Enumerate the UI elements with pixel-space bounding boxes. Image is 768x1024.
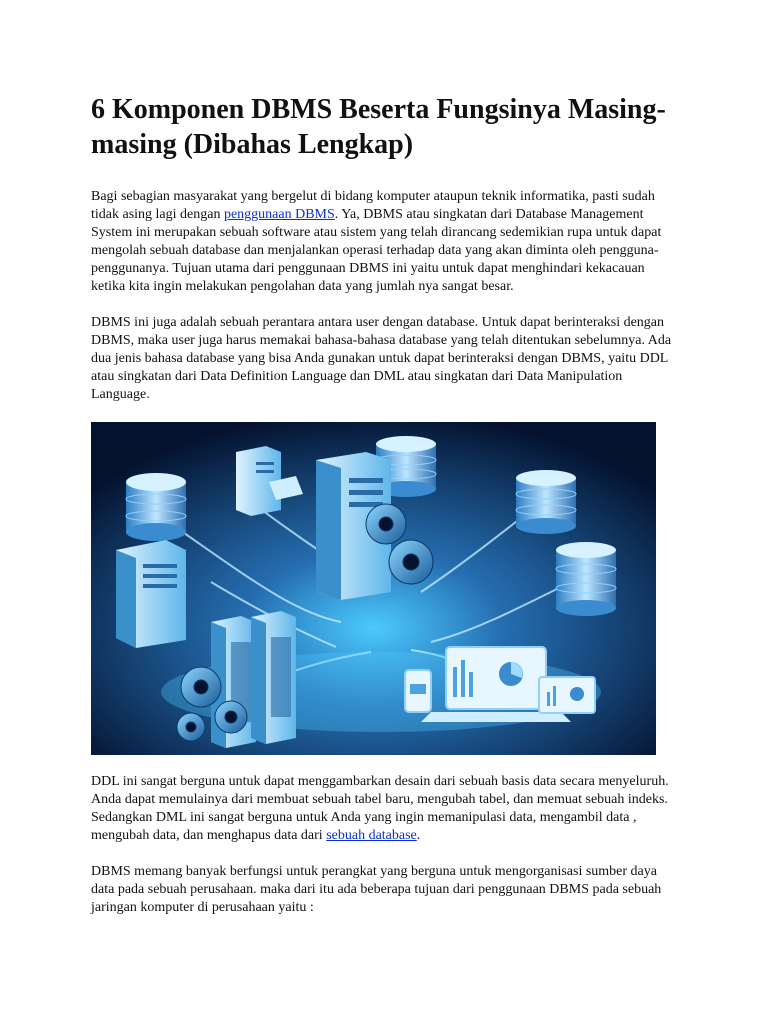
paragraph-ddl-usage-text-1: DDL ini sangat berguna untuk dapat menggambarkan desain dari sebuah basis data secara menyeluruh. Anda dapat memulainya dari membuat sebuah tabel baru, mengubah tabel, dan memuat sebuah indeks. Sedangkan DML ini sangat berguna untuk Anda yang ingin memanipulasi data, mengambil data , mengubah data, dan menghapus data dari	[91, 774, 669, 843]
gear-icon	[215, 701, 247, 733]
paragraph-intro-text-2: . Ya, DBMS atau singkatan dari Database Management System ini merupakan sebuah software atau sistem yang telah dirancang sedemikian rupa untuk dapat mengolah sebuah database dan menjalankan operasi terhadap data yang akan diminta oleh pengguna-penggunanya. Tujuan utama dari penggunaan DBMS ini yaitu untuk dapat menghindari kekacauan ketika kita ingin melakukan pengolahan data yang jumlah nya sangat besar.	[91, 207, 662, 294]
paragraph-dbms-function: DBMS memang banyak berfungsi untuk perangkat yang berguna untuk mengorganisasi sumber daya data pada sebuah perusahaan. maka dari itu ada beberapa tujuan dari penggunaan DBMS pada sebuah jaringan komputer di perusahaan yaitu :	[91, 864, 662, 915]
gear-icon	[177, 713, 205, 741]
link-sebuah-database[interactable]: sebuah database	[326, 828, 417, 843]
gear-icon	[181, 667, 221, 707]
paragraph-ddl-dml: DBMS ini juga adalah sebuah perantara antara user dengan database. Untuk dapat berinteraksi dengan DBMS, maka user juga harus memakai bahasa-bahasa database yang telah ditentukan sebelumnya. Ada dua jenis bahasa database yang bisa Anda gunakan untuk dapat berinteraksi dengan DBMS, yaitu DDL atau singkatan dari Data Definition Language dan DML atau singkatan dari Data Manipulation Language.	[91, 315, 672, 402]
article-title: 6 Komponen DBMS Beserta Fungsinya Masing-masing (Dibahas Lengkap)	[91, 94, 666, 160]
paragraph-intro	[91, 188, 681, 296]
paragraph-ddl-usage-text-2: .	[416, 828, 421, 843]
tablet-icon	[539, 677, 595, 713]
article-body	[91, 92, 681, 935]
dbms-illustration-svg	[91, 422, 656, 755]
phone-icon	[405, 670, 431, 712]
database-icon	[126, 473, 186, 541]
paragraph-ddl-usage	[91, 773, 681, 845]
server-tower-icon	[116, 540, 186, 648]
dbms-illustration	[91, 422, 656, 755]
gear-icon	[366, 504, 406, 544]
gear-icon	[389, 540, 433, 584]
server-tower-icon	[251, 611, 296, 744]
database-icon	[556, 542, 616, 616]
link-penggunaan-dbms[interactable]: penggunaan DBMS	[223, 207, 335, 222]
paragraph-intro-text-1: Bagi sebagian masyarakat yang bergelut di bidang komputer ataupun teknik informatika, pasti sudah tidak asing lagi dengan	[91, 189, 655, 222]
database-icon	[516, 470, 576, 534]
